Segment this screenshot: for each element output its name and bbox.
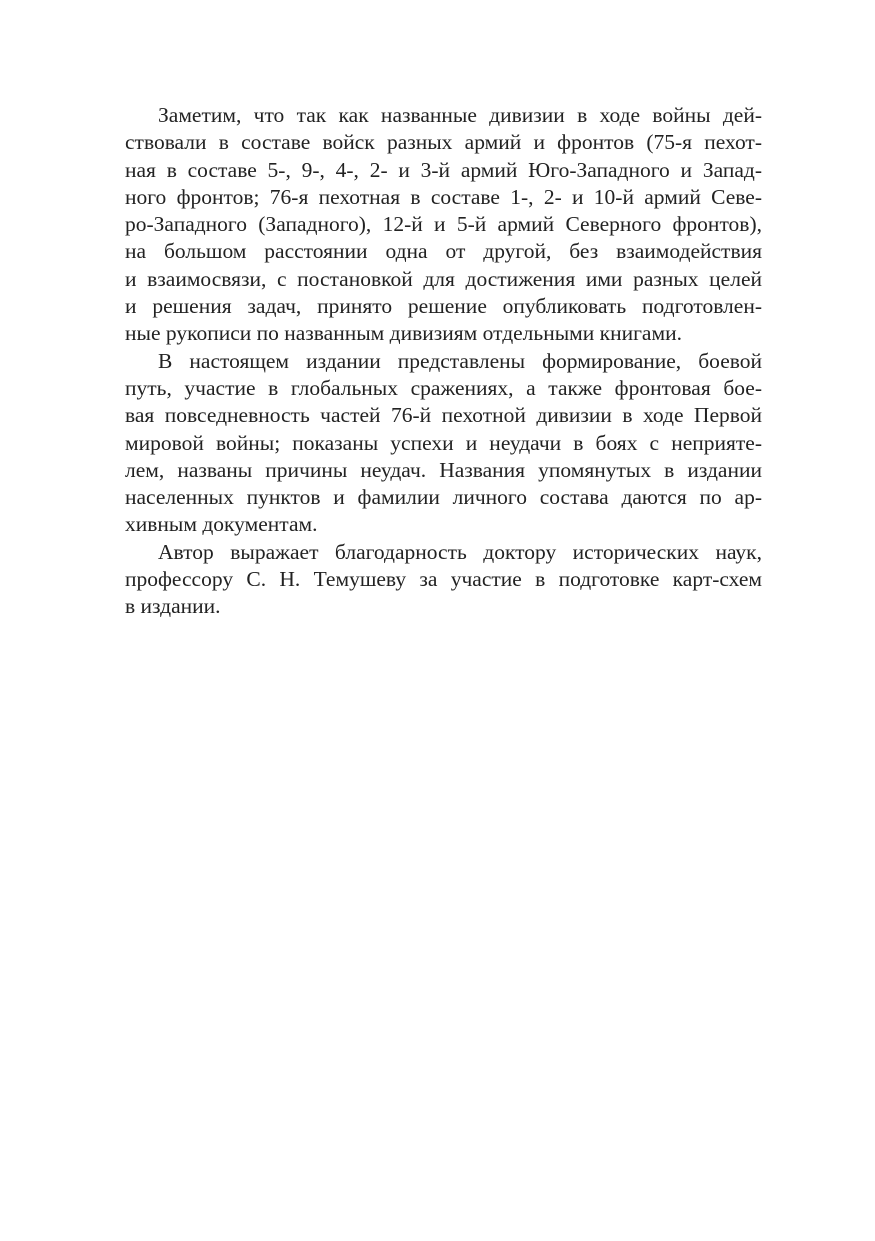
text-line: Заметим, что так как названные дивизии в ходе войны дей- — [158, 103, 762, 127]
text-line: в издании. — [125, 594, 221, 619]
text-line: населенных пунктов и фамилии личного состава даются по ар- — [125, 485, 762, 510]
text-line: и взаимосвязи, с постановкой для достижения ими разных целей — [125, 266, 762, 291]
text-line: на большом расстоянии одна от другой, без взаимодействия — [125, 239, 762, 264]
text-line: В настоящем издании представлены формирование, боевой — [158, 348, 762, 373]
text-line: ная в составе 5-, 9-, 4-, 2- и 3-й армий Юго-Западного и Запад- — [125, 157, 762, 182]
text-line: ного фронтов; 76-я пехотная в составе 1-, 2- и 10-й армий Севе- — [125, 184, 762, 209]
text-line: профессору С. Н. Темушеву за участие в подготовке карт-схем — [125, 567, 762, 592]
text-line: ствовали в составе войск разных армий и фронтов (75-я пехот- — [125, 130, 762, 155]
text-line: мировой войны; показаны успехи и неудачи в боях с неприяте- — [125, 430, 762, 455]
text-line: и решения задач, принято решение опубликовать подготовлен- — [125, 294, 762, 319]
text-line: путь, участие в глобальных сражениях, а также фронтовая бое- — [125, 375, 762, 400]
text-line: лем, названы причины неудач. Названия упомянутых в издании — [125, 457, 762, 482]
text-line: Автор выражает благодарность доктору исторических наук, — [158, 539, 762, 564]
paragraph-divisions — [125, 102, 762, 348]
body-text — [125, 102, 762, 621]
text-line: ро-Западного (Западного), 12-й и 5-й армий Северного фронтов), — [125, 212, 762, 237]
text-line: хивным документам. — [125, 512, 318, 537]
text-line: ные рукописи по названным дивизиям отдельными книгами. — [125, 321, 682, 346]
paragraph-edition-contents — [125, 348, 762, 539]
paragraph-acknowledgement — [125, 539, 762, 621]
text-line: вая повседневность частей 76-й пехотной дивизии в ходе Первой — [125, 403, 762, 428]
